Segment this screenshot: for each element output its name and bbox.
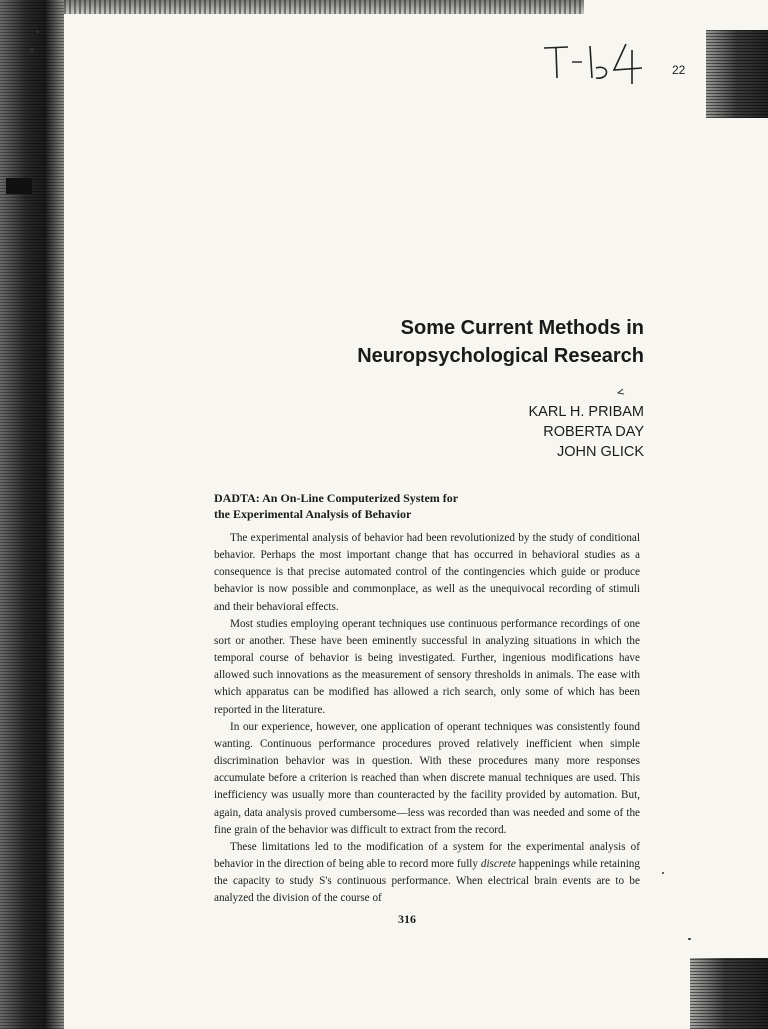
page-number-top: 22 bbox=[672, 63, 686, 77]
handwritten-annotation bbox=[540, 38, 650, 88]
paragraph: In our experience, however, one application of operant techniques was consistently found wanting. Continuous performance procedures proved relatively inefficient when simple discrimination behavior was in question. With these procedures many more responses accumulate before a criterion is reached than when discrete manual techniques are used. This inefficiency was usually more than counteracted by the facility provided by automation. But, again, data analysis proved cumbersome—less was recorded than was needed and some of the fine grain of the behavior was difficult to extract from the record. bbox=[214, 720, 640, 836]
scan-speck bbox=[688, 938, 691, 940]
author-name: KARL H. PRIBAM bbox=[528, 404, 644, 420]
folio-page-number: 316 bbox=[398, 912, 416, 926]
paragraph-text: happenings while retaining the capacity to study S's continuous performance. When electrical brain events are to be analyzed the division of the course of bbox=[214, 857, 640, 905]
paragraph: Most studies employing operant techniques use continuous performance recordings of one sort or another. These have been eminently successful in analyzing situations in which the temporal course of behavior is being investigated. Further, ingenious modifications have allowed such innovations as the measurement of sensory thresholds in animals. The ease with which apparatus can be modified has allowed a rich search, only some of which has been reported in the literature. bbox=[214, 617, 640, 716]
author-name: JOHN GLICK bbox=[556, 444, 644, 460]
chapter-title-line: Neuropsychological Research bbox=[357, 345, 644, 367]
scan-speck bbox=[36, 30, 39, 33]
chapter-title bbox=[224, 314, 644, 370]
scan-edge-left bbox=[0, 0, 64, 1029]
scan-edge-right-bottom bbox=[690, 958, 768, 1029]
scan-edge-top bbox=[64, 0, 584, 14]
paragraph bbox=[214, 839, 640, 908]
author-list bbox=[344, 402, 644, 462]
section-heading bbox=[214, 490, 634, 522]
body-text bbox=[214, 530, 640, 907]
paragraph-text: These limitations led to the modification of a system for the experimental analysis of behavior in the direction of being able to record more fully bbox=[214, 840, 640, 870]
pen-mark bbox=[616, 388, 626, 398]
section-heading-line: the Experimental Analysis of Behavior bbox=[214, 507, 412, 521]
chapter-title-line: Some Current Methods in bbox=[400, 317, 644, 339]
scan-speck bbox=[30, 48, 34, 51]
section-heading-line: DADTA: An On-Line Computerized System for bbox=[214, 491, 459, 505]
italic-word: discrete bbox=[480, 857, 516, 870]
paragraph: The experimental analysis of behavior had been revolutionized by the study of conditional behavior. Perhaps the most important change that has occurred in behavioral studies as a consequence is that precise automated control of the contingencies which guide or produce behavior is now possible and commonplace, as well as the unequivocal recording of stimuli and their behavioral effects. bbox=[214, 532, 640, 613]
author-name: ROBERTA DAY bbox=[543, 424, 644, 440]
scan-speck bbox=[662, 872, 664, 874]
scan-edge-right-top bbox=[706, 30, 768, 118]
